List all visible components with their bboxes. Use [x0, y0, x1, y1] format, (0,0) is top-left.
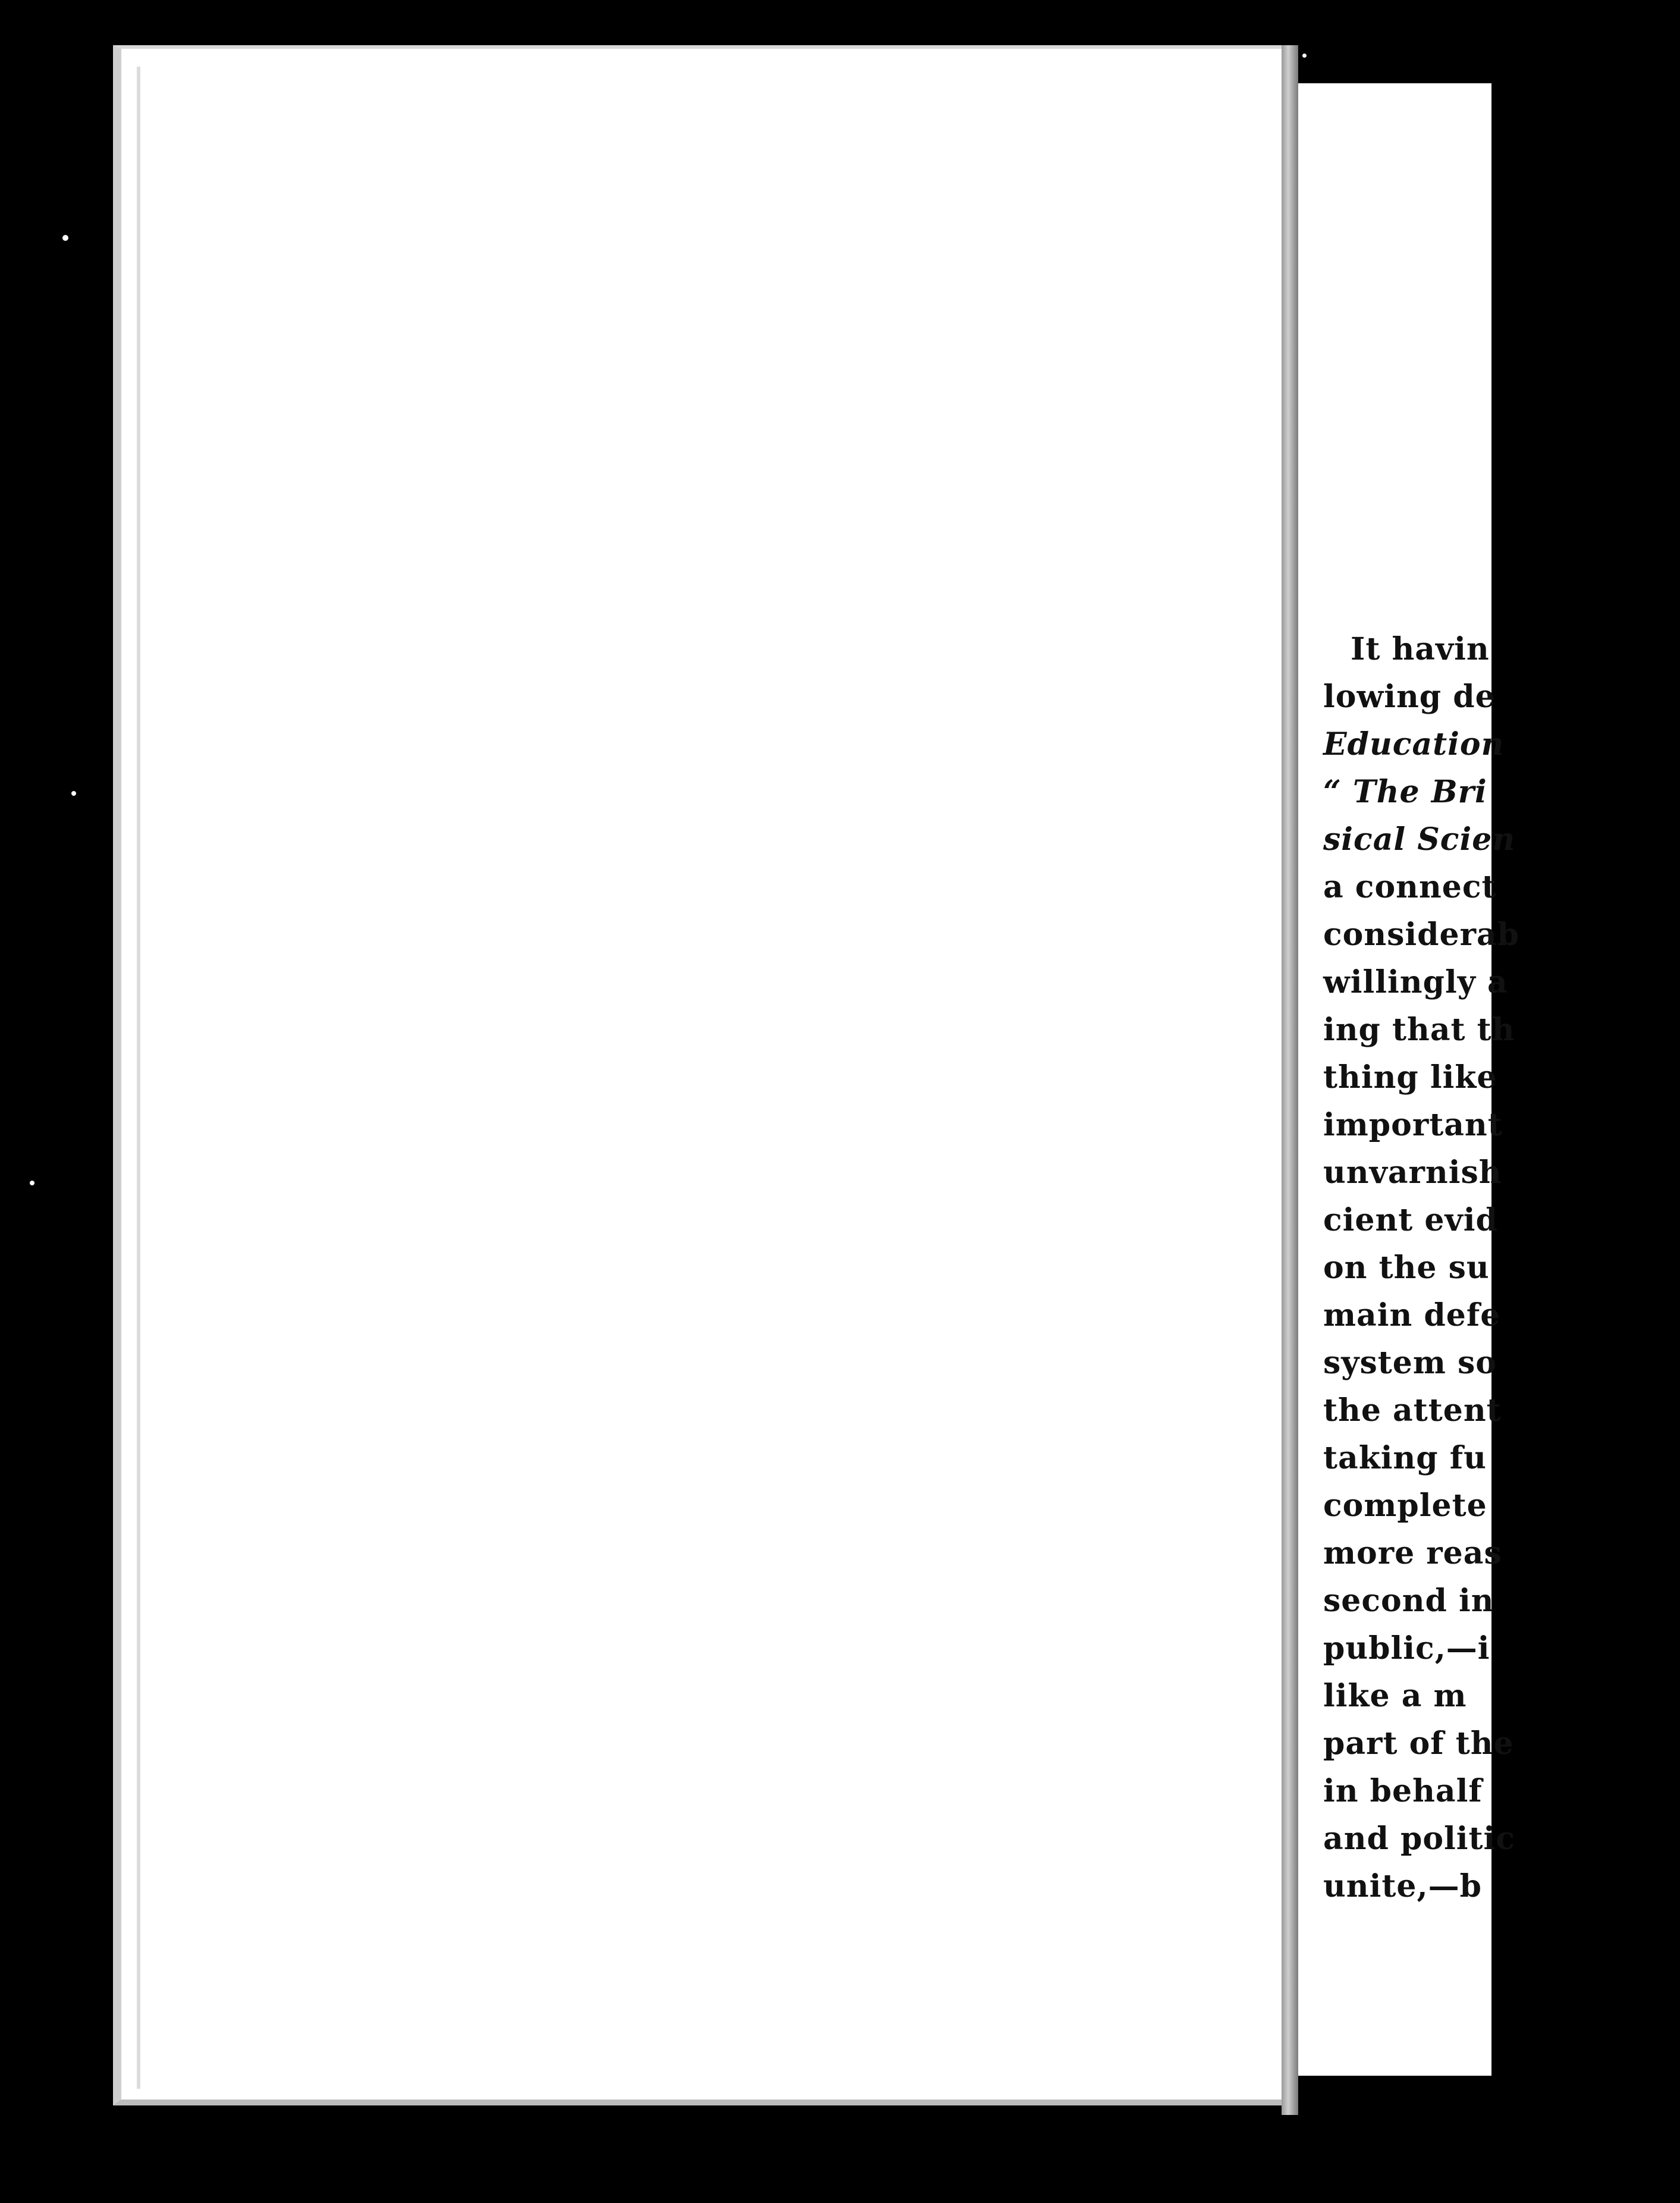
- left-blank-page: [113, 45, 1282, 2105]
- text-line: more reas: [1323, 1535, 1502, 1571]
- text-line: It havin: [1351, 631, 1490, 667]
- text-line: sical Scien: [1323, 821, 1516, 858]
- body-text: [1323, 626, 1680, 1910]
- text-line: Education: [1323, 726, 1505, 762]
- text-line: unvarnish: [1323, 1154, 1502, 1191]
- text-line: thing like: [1323, 1059, 1497, 1096]
- text-line: main defe: [1323, 1297, 1501, 1333]
- text-line: part of the: [1323, 1725, 1514, 1762]
- text-line: second in: [1323, 1583, 1494, 1619]
- text-line: considerab: [1323, 917, 1520, 953]
- text-line: cient evid: [1323, 1202, 1498, 1238]
- text-line: ing that th: [1323, 1012, 1515, 1048]
- text-line: like a m: [1323, 1678, 1467, 1714]
- text-line: unite,—b: [1323, 1868, 1482, 1904]
- book-gutter: [1282, 45, 1298, 2115]
- text-line: in behalf: [1323, 1773, 1483, 1809]
- text-line: complete: [1323, 1488, 1487, 1524]
- text-line: public,—i: [1323, 1630, 1490, 1667]
- dust-speck: [62, 235, 68, 241]
- text-line: taking fu: [1323, 1440, 1487, 1476]
- dust-speck: [71, 791, 76, 796]
- page-edge-shadow: [137, 67, 140, 2089]
- text-line: lowing de: [1323, 679, 1496, 715]
- text-line: and politic: [1323, 1821, 1515, 1857]
- dust-speck: [30, 1181, 34, 1185]
- text-line: the attent: [1323, 1392, 1502, 1429]
- text-line: a connect: [1323, 869, 1497, 905]
- text-line: “ The Bri: [1323, 774, 1487, 810]
- text-line: on the su: [1323, 1250, 1490, 1286]
- text-line: willingly a: [1323, 964, 1508, 1000]
- right-text-page: [1298, 83, 1520, 2076]
- text-line: important: [1323, 1107, 1503, 1143]
- text-line: system so: [1323, 1345, 1497, 1381]
- dust-speck: [1302, 54, 1307, 58]
